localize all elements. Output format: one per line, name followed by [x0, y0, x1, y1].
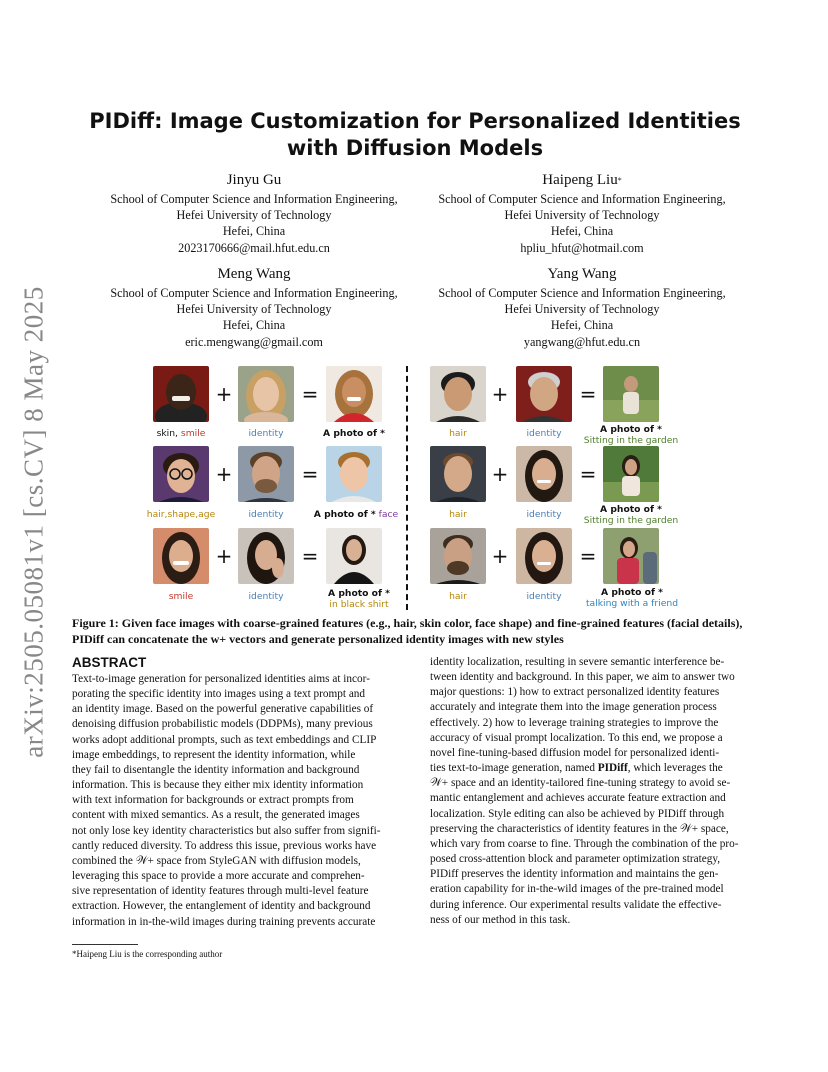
abstract-line: novel fine-tuning-based diffusion model for personalized identi-	[430, 746, 720, 759]
abstract-line: mantic entanglement and achieves accurate feature extraction and	[430, 792, 726, 805]
arxiv-sidebar-stamp	[14, 282, 54, 762]
plus-sign: +	[215, 544, 233, 568]
feature-label: hair	[449, 428, 467, 439]
abstract-line: PIDiff preserves the identity information and maintains the gen-	[430, 868, 719, 881]
abstract-line: preserving the characteristics of identity features in the 𝒲+ space,	[430, 822, 729, 835]
author-affiliation: Hefei, China	[222, 318, 286, 333]
prompt-style-text: face	[378, 509, 399, 520]
author-email[interactable]: yangwang@hfut.edu.cn	[523, 334, 641, 349]
abstract-line: accurately and integrate them into the image generation process	[430, 701, 717, 714]
feature-label: hair	[449, 509, 467, 520]
plus-sign: +	[491, 462, 509, 486]
face-photo-result-black-shirt	[326, 528, 382, 584]
author-affiliation: School of Computer Science and Information Engineering,	[438, 192, 726, 206]
abstract-line: information. This is because they either mix identity information	[72, 779, 364, 792]
author-affiliation: Hefei, China	[550, 224, 614, 239]
prompt-text: A photo of *	[600, 424, 662, 435]
face-photo-result-child	[326, 446, 382, 502]
abstract-line: works adopt additional prompts, such as text embeddings and CLIP	[72, 733, 377, 746]
abstract-line: extraction. However, the entanglement of identity and background	[72, 900, 371, 913]
face-photo-woman-dark-hair	[516, 446, 572, 502]
author-block-4	[412, 264, 752, 350]
abstract-line: effectively. 2) how to leverage training strategies to improve the	[430, 716, 719, 729]
prompt-label	[574, 587, 690, 609]
face-photo-woman-blonde	[238, 366, 294, 422]
abstract-line: eration capability for in-the-wild images of the pre-trained model	[430, 883, 724, 896]
figure-caption: Figure 1: Given face images with coarse-grained features (e.g., hair, skin color, face shape) and fine-grained features (facial details), PIDiff can concatenate the w+ vectors and generate personalized identity images with new styles	[72, 616, 743, 646]
abstract-line: with text information for backgrounds or extract prompts from	[72, 794, 354, 807]
equals-sign: =	[301, 462, 319, 486]
abstract-line: not only lose key identity characteristics but also suffer from signifi-	[72, 824, 381, 837]
abstract-line: ness of our method in this task.	[430, 913, 571, 926]
equals-sign: =	[301, 382, 319, 406]
plus-sign: +	[491, 544, 509, 568]
abstract-line: sive representation of identity features through multi-level feature	[72, 885, 369, 898]
prompt-label	[316, 588, 402, 610]
face-photo-bald-man	[153, 366, 209, 422]
face-photo-man-short-hair	[430, 446, 486, 502]
prompt-style-text: talking with a friend	[585, 598, 679, 609]
abstract-line: porating the specific identity into images using a text prompt and	[72, 688, 366, 701]
abstract-line: combined the 𝒲+ space from StyleGAN with diffusion models,	[72, 854, 361, 867]
abstract-line: content with mixed semantics. As a result, the generated images	[72, 809, 360, 822]
author-email[interactable]: eric.mengwang@gmail.com	[185, 334, 323, 349]
prompt-label	[583, 424, 679, 446]
abstract-line: accuracy of visual prompt localization. To this end, we propose a	[430, 731, 723, 744]
method-name: PIDiff	[597, 762, 628, 775]
identity-label: identity	[526, 509, 562, 520]
prompt-text: A photo of *	[601, 587, 663, 598]
plus-sign: +	[491, 382, 509, 406]
abstract-line: posed cross-attention block and parameter optimization strategy,	[430, 853, 721, 866]
footnote: *Haipeng Liu is the corresponding author	[72, 949, 223, 959]
abstract-line: ties text-to-image generation, named PIDiff, which leverages the	[430, 762, 723, 775]
author-affiliation: School of Computer Science and Information Engineering,	[110, 286, 398, 300]
plus-sign: +	[215, 462, 233, 486]
prompt-label	[316, 428, 392, 439]
abstract-line: image embeddings, to represent the identity information, while	[72, 748, 356, 761]
equals-sign: =	[301, 544, 319, 568]
feature-label	[151, 428, 211, 439]
identity-label: identity	[526, 591, 562, 602]
equals-sign: =	[579, 462, 597, 486]
author-block-2	[412, 170, 752, 256]
author-block-1	[84, 170, 424, 256]
identity-label: identity	[248, 591, 284, 602]
prompt-text: A photo of *	[328, 588, 390, 599]
author-name: Yang Wang	[547, 266, 617, 282]
author-name: Meng Wang	[217, 266, 291, 282]
abstract-heading: ABSTRACT	[72, 655, 147, 670]
identity-label: identity	[248, 509, 284, 520]
prompt-label	[583, 504, 679, 526]
face-photo-man-smiling	[430, 366, 486, 422]
prompt-style-text: Sitting in the garden	[583, 435, 679, 446]
abstract-line: major questions: 1) how to extract personalized identity features	[430, 686, 720, 699]
feature-label: hair,shape,age	[146, 509, 216, 520]
face-photo-boy-glasses	[153, 446, 209, 502]
face-photo-result-1	[326, 366, 382, 422]
feature-label: hair	[449, 591, 467, 602]
face-photo-result-garden-2	[603, 446, 659, 502]
abstract-line: during inference. Our experimental results validate the effective-	[430, 898, 722, 911]
face-photo-older-man	[516, 366, 572, 422]
identity-label: identity	[526, 428, 562, 439]
face-photo-woman-smiling	[153, 528, 209, 584]
abstract-line: leveraging this space to provide a more accurate and comprehen-	[72, 870, 365, 883]
abstract-line: Text-to-image generation for personalized identities aims at incor-	[72, 673, 370, 685]
prompt-text: A photo of *	[323, 428, 385, 439]
paper-title: PIDiff: Image Customization for Personalized Identities with Diffusion Models	[89, 109, 741, 160]
abstract-line: cantly reduced diversity. To address this issue, previous works have	[72, 839, 377, 852]
author-affiliation: Hefei University of Technology	[504, 302, 660, 317]
prompt-text: A photo of *	[600, 504, 662, 515]
abstract-line: denoising diffusion probabilistic models (DDPMs), many previous	[72, 718, 373, 731]
feature-label: smile	[168, 591, 194, 602]
footnote-rule	[72, 944, 138, 945]
author-affiliation: Hefei University of Technology	[176, 302, 332, 317]
plus-sign: +	[215, 382, 233, 406]
face-photo-man-beard	[238, 446, 294, 502]
prompt-label	[306, 509, 406, 520]
prompt-style-text: Sitting in the garden	[583, 515, 679, 526]
abstract-line: identity localization, resulting in severe semantic interference be-	[430, 656, 725, 668]
author-affiliation: Hefei, China	[222, 224, 286, 239]
author-email[interactable]: hpliu_hfut@hotmail.com	[520, 240, 644, 255]
feature-text: skin, smile	[156, 428, 206, 439]
corresponding-mark: *	[617, 176, 622, 185]
face-photo-result-talking	[603, 528, 659, 584]
prompt-text: A photo of *	[313, 509, 376, 520]
author-name: Haipeng Liu	[542, 172, 618, 188]
face-photo-result-garden-1	[603, 366, 659, 422]
face-photo-woman-hand	[238, 528, 294, 584]
abstract-line: localization. Style editing can also be achieved by PIDiff through	[430, 807, 725, 820]
author-affiliation: School of Computer Science and Information Engineering,	[110, 192, 398, 206]
figure-divider	[406, 366, 408, 610]
abstract-line: 𝒲+ space and an identity-tailored fine-tuning strategy to avoid se-	[430, 777, 731, 790]
abstract-line: which vary from coarse to fine. Through the combination of the pro-	[430, 837, 739, 850]
equals-sign: =	[579, 544, 597, 568]
abstract-line: they fail to disentangle the identity information and background	[72, 763, 360, 776]
equals-sign: =	[579, 382, 597, 406]
face-photo-woman-dark-hair-2	[516, 528, 572, 584]
abstract-line: an identity image. Based on the powerful generative capabilities of	[72, 703, 374, 716]
arxiv-identifier: arXiv:2505.05081v1 [cs.CV] 8 May 2025	[18, 286, 49, 758]
abstract-line: tween identity and background. In this paper, we aim to answer two	[430, 671, 735, 684]
author-affiliation: Hefei University of Technology	[504, 208, 660, 223]
prompt-style-text: in black shirt	[329, 599, 389, 610]
abstract-left-column	[72, 672, 398, 930]
feature-smile-text: smile	[180, 428, 206, 439]
author-affiliation: Hefei, China	[550, 318, 614, 333]
author-email[interactable]: 2023170666@mail.hfut.edu.cn	[178, 240, 330, 255]
abstract-line: information in in-the-wild images during training prevents accurate	[72, 915, 376, 928]
author-affiliation: Hefei University of Technology	[176, 208, 332, 223]
identity-label: identity	[248, 428, 284, 439]
author-affiliation: School of Computer Science and Information Engineering,	[438, 286, 726, 300]
author-name: Jinyu Gu	[226, 172, 282, 188]
face-photo-man-beard-2	[430, 528, 486, 584]
abstract-right-column	[430, 655, 757, 928]
author-block-3	[84, 264, 424, 350]
